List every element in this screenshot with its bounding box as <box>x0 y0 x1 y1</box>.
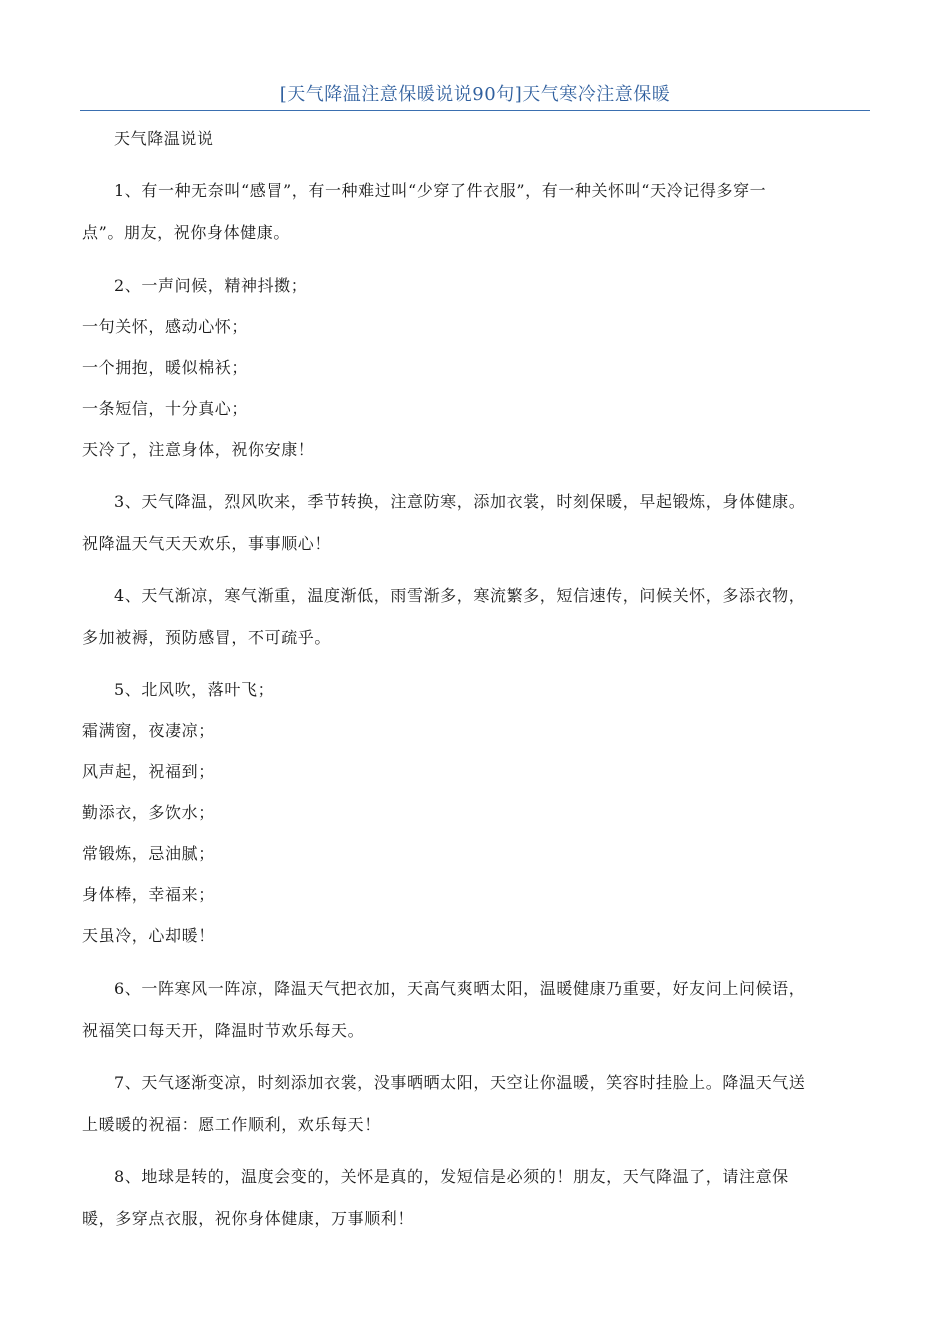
paragraph-5-line-2: 霜满窗，夜凄凉； <box>82 721 215 740</box>
paragraph-7-line-2: 上暖暖的祝福：愿工作顺利，欢乐每天！ <box>82 1115 381 1134</box>
paragraph-4-line-1: 4、天气渐凉，寒气渐重，温度渐低，雨雪渐多，寒流繁多，短信速传，问候关怀，多添衣物， <box>114 586 806 605</box>
page-header <box>80 80 870 111</box>
paragraph-4-line-2: 多加被褥，预防感冒，不可疏乎。 <box>82 628 332 647</box>
paragraph-1-line-2: 点”。朋友，祝你身体健康。 <box>82 223 290 242</box>
paragraph-8-line-1: 8、地球是转的，温度会变的，关怀是真的，发短信是必须的！朋友，天气降温了，请注意保 <box>114 1167 789 1186</box>
paragraph-5-line-6: 身体棒，幸福来； <box>82 885 215 904</box>
paragraph-5-line-7: 天虽冷，心却暖！ <box>82 926 215 945</box>
paragraph-5-line-4: 勤添衣，多饮水； <box>82 803 215 822</box>
paragraph-7-line-1: 7、天气逐渐变凉，时刻添加衣裳，没事晒晒太阳，天空让你温暖，笑容时挂脸上。降温天气送 <box>114 1073 806 1092</box>
paragraph-5-line-1: 5、北风吹，落叶飞； <box>114 680 275 699</box>
paragraph-6-line-2: 祝福笑口每天开，降温时节欢乐每天。 <box>82 1021 365 1040</box>
paragraph-5-line-5: 常锻炼，忌油腻； <box>82 844 215 863</box>
paragraph-1-line-1: 1、有一种无奈叫“感冒”，有一种难过叫“少穿了件衣服”，有一种关怀叫“天冷记得多穿一 <box>114 181 767 200</box>
paragraph-3-line-1: 3、天气降温，烈风吹来，季节转换，注意防寒，添加衣裳，时刻保暖，早起锻炼，身体健康。 <box>114 492 806 511</box>
paragraph-8-line-2: 暖，多穿点衣服，祝你身体健康，万事顺利！ <box>82 1209 415 1228</box>
paragraph-2-line-5: 天冷了，注意身体，祝你安康！ <box>82 440 315 459</box>
paragraph-2-line-2: 一句关怀，感动心怀； <box>82 317 249 336</box>
paragraph-3-line-2: 祝降温天气天天欢乐，事事顺心！ <box>82 534 332 553</box>
paragraph-5-line-3: 风声起，祝福到； <box>82 762 215 781</box>
header-title: [天气降温注意保暖说说90句]天气寒冷注意保暖 <box>279 84 671 105</box>
paragraph-2-line-3: 一个拥抱，暖似棉袄； <box>82 358 249 377</box>
section-title: 天气降温说说 <box>114 129 214 148</box>
paragraph-2-line-4: 一条短信，十分真心； <box>82 399 249 418</box>
paragraph-2-line-1: 2、一声问候，精神抖擞； <box>114 276 308 295</box>
paragraph-6-line-1: 6、一阵寒风一阵凉，降温天气把衣加，天高气爽晒太阳，温暖健康乃重要，好友问上问候语， <box>114 979 806 998</box>
